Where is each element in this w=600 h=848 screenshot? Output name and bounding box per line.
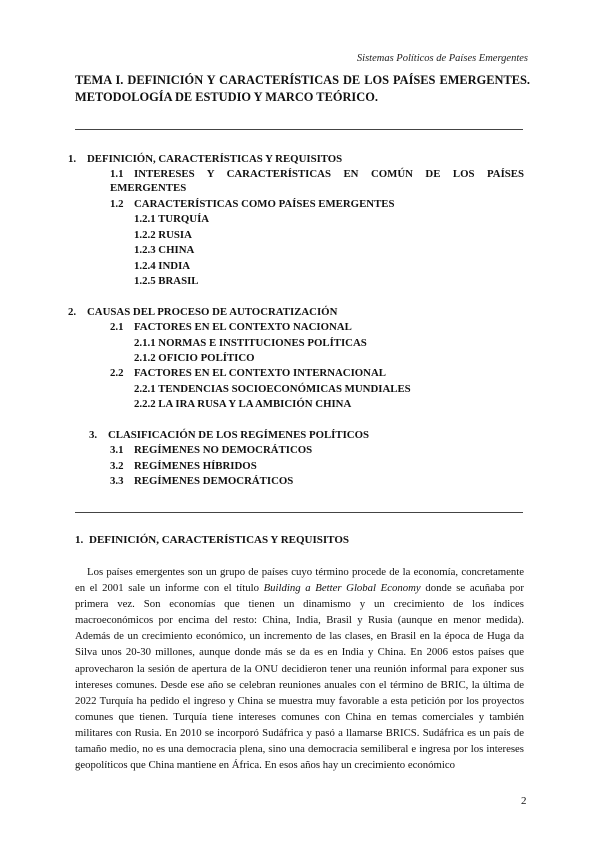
toc-item-2-1 <box>110 320 352 334</box>
toc-item-2-2 <box>110 366 386 380</box>
toc-item-3 <box>89 428 369 442</box>
toc-label: CARACTERÍSTICAS COMO PAÍSES EMERGENTES <box>134 198 395 210</box>
toc-item-3-3 <box>110 474 293 488</box>
paragraph-text-start: Los países emergentes son un grupo de países cuyo término procede de la economía, concretamente en el 2001 sale un informe con el título <box>75 566 524 595</box>
toc-item-2 <box>68 305 337 319</box>
paragraph-text-rest: donde se acuñaba por primera vez. Son economías que tienen un dinamismo y un crecimiento de los índices macroeconómicos por encima del resto: China, India, Brasil y Rusia (aunque en menor medida). Además de un crecimiento económico, un incremento de las clases, en Brasil en la época de Huga da Silva unos 20-30 millones, aunque donde más se da es en India y China. En 2006 estos países que aprovecharon la sesión de apertura de la ONU decidieron tener una reunión informal para exponer sus intereses comunes. Desde ese año se celebran reuniones anuales con el término de BRIC, la última de 2022 Turquía ha pedido el ingreso y China se muestra muy favorable a esta petición por los proyectos comunes que tienen. Turquía tiene intereses comunes con China en temas comerciales y también militares con Rusia. En 2010 se incorporó Sudáfrica y pasó a llamarse BRICS. Sudáfrica es un país de tamaño medio, no es una democracia plena, sino una democracia semiliberal e ingresa por los intereses geopolíticos que China mantiene en África. En esos años hay un crecimiento económico <box>75 582 524 772</box>
toc-item-3-1 <box>110 443 312 457</box>
toc-item-1-2 <box>110 197 394 211</box>
toc-item-1-2-3: 1.2.3 CHINA <box>134 244 195 256</box>
toc-label: FACTORES EN EL CONTEXTO NACIONAL <box>134 321 352 333</box>
toc-number: 2.1 <box>110 321 124 333</box>
toc-label: CAUSAS DEL PROCESO DE AUTOCRATIZACIÓN <box>87 306 338 318</box>
toc-item-1-2-4: 1.2.4 INDIA <box>134 260 191 272</box>
section-number: 1. <box>75 534 84 546</box>
toc-label: CLASIFICACIÓN DE LOS REGÍMENES POLÍTICOS <box>108 429 369 441</box>
toc-label: REGÍMENES HÍBRIDOS <box>134 460 257 472</box>
toc-item-1-1 <box>110 167 524 195</box>
page-number: 2 <box>521 795 527 807</box>
toc-number: 3.3 <box>110 475 124 487</box>
toc-label: DEFINICIÓN, CARACTERÍSTICAS Y REQUISITOS <box>87 153 343 165</box>
body-paragraph <box>75 564 524 773</box>
toc-number: 3.1 <box>110 444 124 456</box>
divider-top <box>75 129 523 130</box>
toc-item-3-2 <box>110 459 257 473</box>
toc-label: REGÍMENES DEMOCRÁTICOS <box>134 475 294 487</box>
toc-item-2-2-1: 2.2.1 TENDENCIAS SOCIOECONÓMICAS MUNDIALES <box>134 383 411 395</box>
toc-number: 1.1 <box>110 168 124 180</box>
toc-number: 3.2 <box>110 460 124 472</box>
toc-number: 2. <box>68 306 77 318</box>
toc-label: INTERESES Y CARACTERÍSTICAS EN COMÚN DE LOS PAÍSES EMERGENTES <box>110 168 524 194</box>
toc-item-2-1-1: 2.1.1 NORMAS E INSTITUCIONES POLÍTICAS <box>134 337 367 349</box>
toc-item-1-2-5: 1.2.5 BRASIL <box>134 275 199 287</box>
toc-number: 1.2 <box>110 198 124 210</box>
toc-label: FACTORES EN EL CONTEXTO INTERNACIONAL <box>134 367 386 379</box>
document-title: TEMA I. DEFINICIÓN Y CARACTERÍSTICAS DE LOS PAÍSES EMERGENTES. METODOLOGÍA DE ESTUDIO Y MARCO TEÓRICO. <box>75 73 530 104</box>
toc-item-2-1-2: 2.1.2 OFICIO POLÍTICO <box>134 352 255 364</box>
running-header: Sistemas Políticos de Países Emergentes <box>356 53 528 64</box>
toc-number: 1. <box>68 153 77 165</box>
toc-item-2-2-2: 2.2.2 LA IRA RUSA Y LA AMBICIÓN CHINA <box>134 398 352 410</box>
report-title-italic: Building a Better Global Economy <box>263 582 421 595</box>
toc-label: REGÍMENES NO DEMOCRÁTICOS <box>134 444 313 456</box>
section-heading <box>75 534 349 546</box>
toc-item-1-2-1: 1.2.1 TURQUÍA <box>134 213 210 225</box>
section-title: DEFINICIÓN, CARACTERÍSTICAS Y REQUISITOS <box>89 534 349 546</box>
toc-number: 2.2 <box>110 367 124 379</box>
toc-item-1-2-2: 1.2.2 RUSIA <box>134 229 192 241</box>
toc-item-1 <box>68 152 342 166</box>
divider-bottom <box>75 512 523 513</box>
toc-number: 3. <box>89 429 98 441</box>
